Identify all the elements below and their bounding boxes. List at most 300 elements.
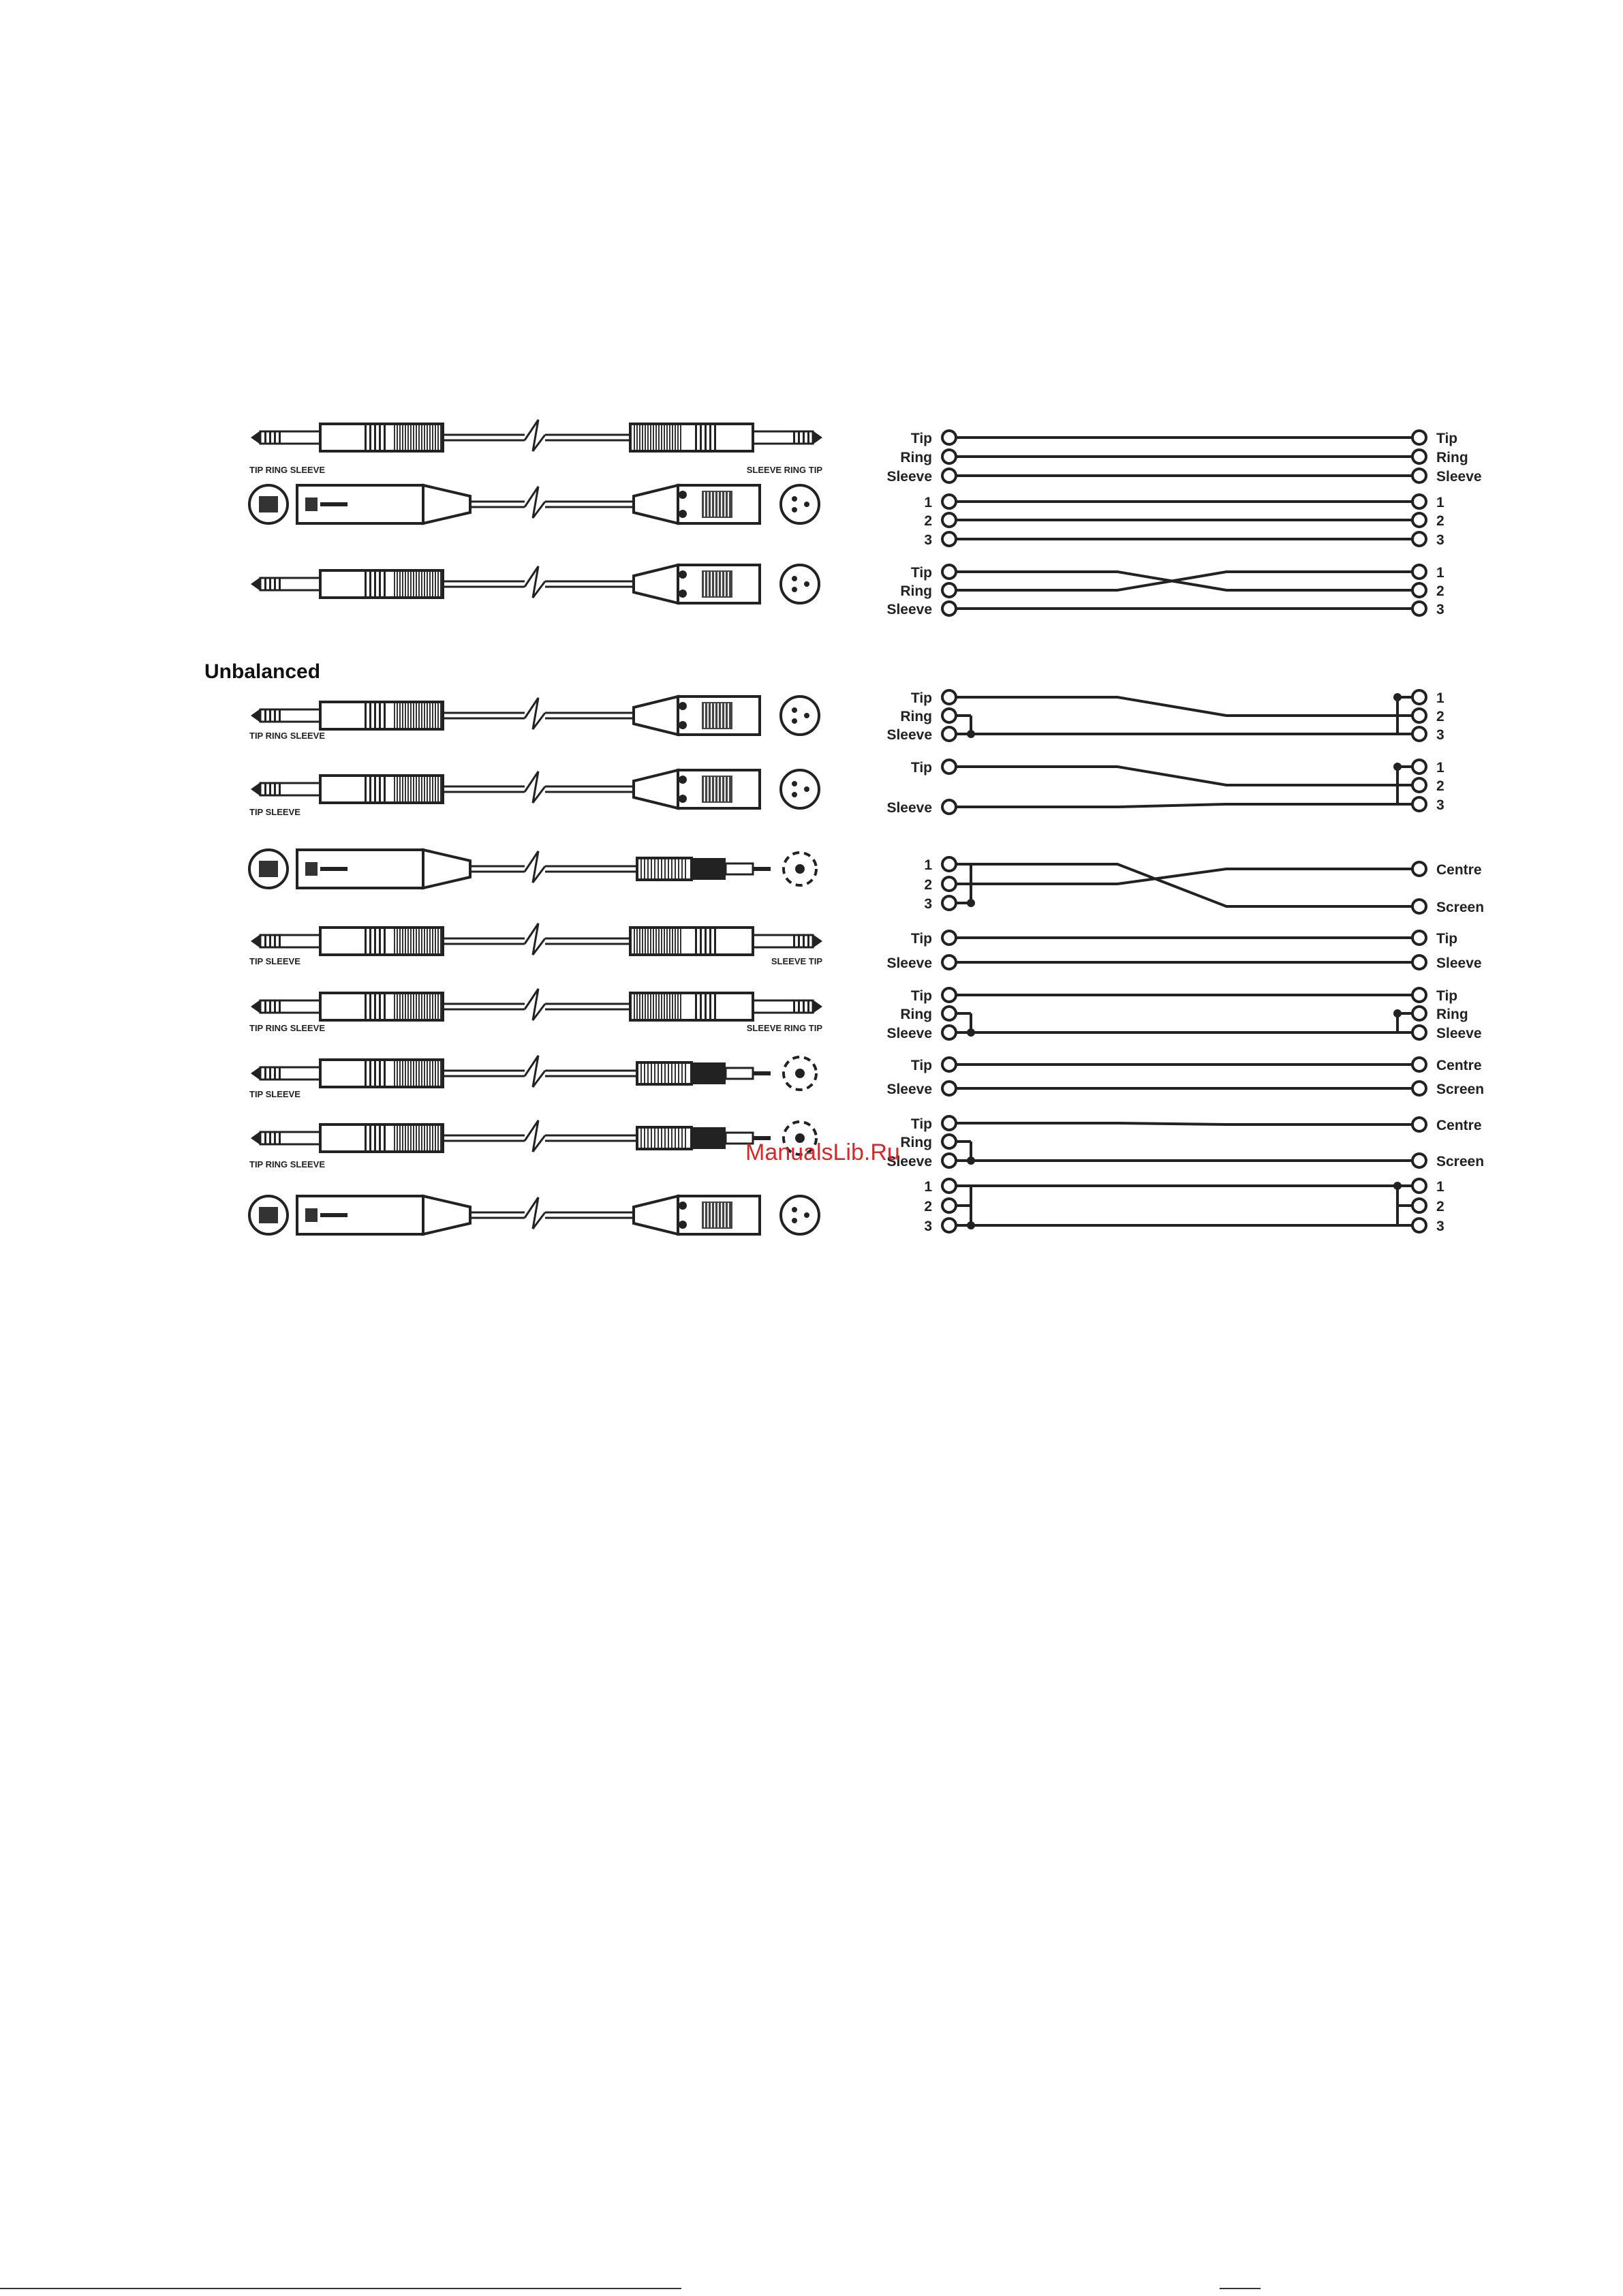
jack-grip-hatch [405, 994, 406, 1019]
jack-grip-hatch [402, 1061, 403, 1086]
jack-ring-band [264, 578, 266, 590]
xlr-screw [679, 570, 687, 579]
watermark-text: ManualsLib.Ru [745, 1139, 900, 1165]
xlr-screw [679, 1201, 687, 1210]
jack-ring-band [279, 578, 281, 590]
pin-terminal-right [1412, 1026, 1426, 1039]
rca-grip-hatch [668, 1129, 669, 1148]
jack-grip-hatch [416, 1061, 417, 1086]
xlr-grip-hatch [714, 492, 715, 517]
pin-label-right: 2 [1436, 778, 1444, 794]
xlr-grip-hatch [714, 777, 715, 801]
xlr-grip-hatch [707, 492, 709, 517]
junction-dot [1393, 1182, 1402, 1190]
rca-grip-hatch [640, 859, 642, 878]
xlr-latch [305, 498, 318, 511]
pin-label-left: Tip [910, 565, 932, 581]
pin-label-right: 2 [1436, 709, 1444, 724]
jack-plug-tip [251, 577, 260, 591]
xlr-grip-hatch [717, 703, 719, 728]
xlr-grip-hatch [724, 703, 726, 728]
xlr-grip-hatch [717, 777, 719, 801]
xlr-grip-hatch [704, 572, 705, 596]
xlr-grip-hatch [717, 492, 719, 517]
jack-grip-hatch [410, 1126, 412, 1150]
jack-grip-line [374, 993, 376, 1020]
jack-grip-line [709, 928, 711, 955]
xlr-boot [634, 485, 678, 523]
schematic-row [924, 857, 1484, 915]
jack-ring-band [269, 1000, 271, 1013]
rca-grip-hatch [685, 1064, 686, 1083]
jack-grip-hatch [394, 1126, 395, 1150]
jack-grip-hatch [653, 994, 654, 1019]
jack-plug-tip [251, 431, 260, 444]
xlr-grip-hatch [704, 492, 705, 517]
jack-grip-line [365, 928, 367, 955]
pin-terminal-left [942, 760, 956, 774]
jack-grip-hatch [642, 994, 643, 1019]
plug-label-left: TIP RING SLEEVE [249, 1159, 326, 1169]
schematic-row [886, 1116, 1484, 1169]
jack-grip-hatch [399, 1126, 401, 1150]
rca-grip-hatch [671, 1129, 673, 1148]
xlr-pin [804, 1212, 809, 1218]
xlr-grip-hatch [728, 1203, 729, 1227]
pin-terminal-right [1412, 602, 1426, 615]
pin-terminal-right [1412, 778, 1426, 792]
jack-grip-line [379, 424, 381, 451]
jack-grip-hatch [413, 994, 414, 1019]
xlr-male-face [781, 697, 819, 735]
pin-label-left: Tip [910, 1058, 932, 1073]
jack-grip-line [384, 702, 386, 729]
jack-ring-band [279, 709, 281, 722]
cable-break-mark [525, 771, 545, 803]
pin-label-left: Tip [910, 760, 932, 776]
xlr-screw [679, 776, 687, 784]
rca-grip-hatch [678, 1129, 679, 1148]
jack-ring-band [264, 1132, 266, 1144]
rca-grip-hatch [647, 859, 649, 878]
jack-grip-hatch [407, 703, 409, 728]
jack-grip-hatch [416, 425, 417, 450]
jack-grip-hatch [427, 994, 428, 1019]
pin-terminal-left [942, 931, 956, 945]
jack-grip-hatch [410, 777, 412, 801]
jack-plug-tip [251, 782, 260, 796]
rca-grip-hatch [675, 1129, 676, 1148]
jack-grip-hatch [410, 1061, 412, 1086]
pin-label-right: 1 [1436, 1179, 1444, 1195]
xlr-pin [804, 786, 809, 792]
jack-grip-hatch [421, 777, 422, 801]
junction-dot [1393, 693, 1402, 701]
jack-ring-band [264, 431, 266, 444]
jack-grip-hatch [405, 1061, 406, 1086]
jack-grip-hatch [402, 777, 403, 801]
xlr-boot [423, 485, 470, 523]
jack-grip-hatch [394, 777, 395, 801]
jack-grip-line [369, 570, 371, 598]
junction-dot [1393, 1009, 1402, 1017]
pin-label-left: Tip [910, 931, 932, 947]
cable-break-mark [525, 923, 545, 955]
pin-terminal-left [942, 532, 956, 546]
jack-plug-tip [251, 934, 260, 948]
rca-grip-hatch [651, 1064, 652, 1083]
jack-grip-hatch [655, 994, 657, 1019]
rca-grip-hatch [654, 1064, 655, 1083]
xlr-screw [679, 590, 687, 598]
rca-grip-hatch [651, 859, 652, 878]
jack-ring-band [793, 431, 795, 444]
xlr-slot [320, 867, 347, 871]
pin-label-right: 3 [1436, 797, 1444, 813]
plug-label-left: TIP SLEEVE [249, 807, 300, 817]
pin-label-left: 1 [924, 1179, 932, 1195]
jack-grip-line [365, 776, 367, 803]
cable-break-mark [525, 1197, 545, 1229]
jack-grip-hatch [416, 777, 417, 801]
junction-dot [967, 1157, 975, 1165]
jack-ring-band [264, 709, 266, 722]
jack-grip-hatch [669, 994, 670, 1019]
pin-terminal-right [1412, 1082, 1426, 1095]
rca-grip-hatch [644, 1129, 645, 1148]
jack-grip-hatch [405, 929, 406, 953]
jack-ring-band [807, 431, 809, 444]
rca-grip-hatch [661, 1129, 662, 1148]
jack-grip-line [369, 424, 371, 451]
pin-label-left: Sleeve [886, 727, 932, 743]
cable-break-mark [525, 420, 545, 451]
jack-ring-band [264, 1000, 266, 1013]
rca-pin [753, 867, 771, 871]
pin-label-left: 2 [924, 877, 932, 893]
xlr-screw [679, 795, 687, 803]
jack-grip-hatch [399, 425, 401, 450]
cable-row [249, 923, 822, 966]
jack-grip-hatch [407, 929, 409, 953]
rca-grip-hatch [654, 859, 655, 878]
rca-shell [726, 863, 753, 874]
pin-label-right: Ring [1436, 450, 1468, 465]
xlr-grip-hatch [714, 1203, 715, 1227]
schematic-row [886, 760, 1444, 816]
xlr-grip-hatch [711, 777, 712, 801]
jack-grip-hatch [405, 425, 406, 450]
pin-label-left: 3 [924, 1219, 932, 1234]
jack-grip-hatch [429, 572, 431, 596]
xlr-slot [320, 1213, 347, 1217]
jack-ring-band [798, 1000, 800, 1013]
xlr-pin [792, 507, 797, 512]
jack-grip-hatch [407, 777, 409, 801]
jack-grip-line [379, 1124, 381, 1152]
jack-grip-hatch [435, 703, 436, 728]
pin-label-left: Sleeve [886, 469, 932, 485]
xlr-boot [423, 850, 470, 888]
xlr-pin [792, 587, 797, 592]
jack-grip-hatch [636, 929, 638, 953]
jack-grip-line [384, 928, 386, 955]
jack-grip-line [709, 993, 711, 1020]
jack-grip-hatch [410, 703, 412, 728]
jack-grip-hatch [642, 929, 643, 953]
jack-grip-line [369, 702, 371, 729]
pin-label-right: Screen [1436, 1082, 1485, 1097]
xlr-grip-hatch [724, 492, 726, 517]
jack-grip-hatch [407, 1061, 409, 1086]
jack-grip-hatch [661, 929, 662, 953]
jack-grip-hatch [432, 929, 433, 953]
jack-grip-hatch [666, 929, 668, 953]
jack-grip-line [705, 928, 707, 955]
jack-grip-hatch [440, 1061, 442, 1086]
pin-terminal-left [942, 1026, 956, 1039]
pin-terminal-right [1412, 727, 1426, 741]
jack-grip-hatch [397, 1061, 398, 1086]
jack-grip-hatch [421, 994, 422, 1019]
jack-ring-band [798, 935, 800, 947]
xlr-male-face [781, 1196, 819, 1234]
rca-grip-hatch [664, 859, 666, 878]
jack-grip-hatch [399, 994, 401, 1019]
pin-label-right: Sleeve [1436, 1026, 1482, 1041]
jack-grip-line [384, 1124, 386, 1152]
rca-grip-hatch [661, 859, 662, 878]
jack-grip-hatch [655, 929, 657, 953]
xlr-female-pins [259, 496, 278, 512]
pin-label-right: Centre [1436, 1058, 1482, 1073]
jack-grip-hatch [639, 929, 640, 953]
pin-terminal-right [1412, 513, 1426, 527]
rca-sleeve [692, 858, 726, 880]
jack-grip-hatch [402, 1126, 403, 1150]
jack-grip-hatch [653, 425, 654, 450]
pin-label-left: 1 [924, 857, 932, 873]
jack-grip-hatch [677, 994, 679, 1019]
plug-label-left: TIP SLEEVE [249, 956, 300, 966]
signal-wire [956, 804, 1412, 807]
jack-grip-hatch [427, 572, 428, 596]
xlr-grip-hatch [704, 1203, 705, 1227]
xlr-pin [792, 576, 797, 581]
jack-grip-line [379, 702, 381, 729]
jack-ring-band [264, 1067, 266, 1080]
xlr-grip-hatch [721, 1203, 722, 1227]
pin-label-left: Ring [900, 1007, 932, 1022]
pin-label-right: Sleeve [1436, 469, 1482, 485]
jack-grip-hatch [410, 572, 412, 596]
jack-grip-hatch [421, 425, 422, 450]
pin-terminal-left [942, 1135, 956, 1148]
pin-terminal-right [1412, 450, 1426, 463]
pin-terminal-left [942, 583, 956, 597]
cable-row [249, 420, 822, 475]
xlr-grip-hatch [724, 1203, 726, 1227]
jack-grip-hatch [402, 703, 403, 728]
rca-grip-hatch [640, 1064, 642, 1083]
rca-centre-pin [795, 864, 805, 874]
jack-grip-hatch [424, 994, 425, 1019]
jack-ring-band [279, 1067, 281, 1080]
xlr-grip-hatch [721, 492, 722, 517]
jack-grip-hatch [429, 994, 431, 1019]
pin-label-right: Centre [1436, 1118, 1482, 1133]
jack-ring-band [274, 709, 276, 722]
jack-grip-hatch [427, 929, 428, 953]
jack-ring-band [274, 783, 276, 795]
rca-grip-hatch [668, 859, 669, 878]
cable-break-mark [525, 487, 545, 518]
jack-grip-hatch [413, 1126, 414, 1150]
xlr-pin [792, 1218, 797, 1223]
jack-grip-line [374, 1124, 376, 1152]
jack-grip-hatch [413, 703, 414, 728]
jack-grip-hatch [664, 929, 665, 953]
jack-grip-hatch [410, 425, 412, 450]
jack-grip-hatch [399, 929, 401, 953]
jack-grip-hatch [645, 929, 646, 953]
jack-grip-hatch [636, 994, 638, 1019]
jack-grip-hatch [435, 572, 436, 596]
rca-pin [753, 1071, 771, 1075]
jack-ring-band [279, 783, 281, 795]
xlr-boot [634, 1196, 678, 1234]
pin-terminal-right [1412, 1118, 1426, 1131]
plug-label-left: TIP SLEEVE [249, 1089, 300, 1099]
jack-grip-hatch [639, 994, 640, 1019]
jack-ring-band [279, 935, 281, 947]
cable-break-mark [525, 1120, 545, 1152]
xlr-pin [804, 502, 809, 507]
xlr-grip-hatch [707, 703, 709, 728]
xlr-pin [804, 713, 809, 718]
pin-terminal-left [942, 877, 956, 891]
jack-grip-hatch [416, 929, 417, 953]
pin-terminal-left [942, 602, 956, 615]
xlr-screw [679, 721, 687, 729]
jack-grip-line [365, 702, 367, 729]
jack-ring-band [274, 431, 276, 444]
xlr-grip-hatch [714, 572, 715, 596]
pin-label-right: 2 [1436, 513, 1444, 529]
pin-terminal-right [1412, 988, 1426, 1002]
jack-grip-hatch [418, 1061, 420, 1086]
jack-grip-line [369, 993, 371, 1020]
rca-sleeve [692, 1127, 726, 1149]
junction-dot [967, 1028, 975, 1037]
rca-grip-hatch [675, 859, 676, 878]
jack-grip-hatch [437, 777, 439, 801]
pin-label-right: Tip [1436, 988, 1458, 1004]
pin-label-right: 2 [1436, 583, 1444, 599]
rca-grip-hatch [678, 1064, 679, 1083]
jack-grip-hatch [397, 703, 398, 728]
xlr-grip-hatch [711, 492, 712, 517]
jack-grip-line [374, 570, 376, 598]
pin-terminal-left [942, 988, 956, 1002]
jack-grip-line [369, 776, 371, 803]
jack-grip-hatch [407, 425, 409, 450]
jack-grip-line [700, 993, 702, 1020]
pin-terminal-left [942, 1082, 956, 1095]
xlr-male-face [781, 565, 819, 603]
pin-label-left: 3 [924, 896, 932, 912]
rca-grip-hatch [668, 1064, 669, 1083]
jack-grip-hatch [413, 425, 414, 450]
jack-grip-line [369, 928, 371, 955]
jack-grip-line [374, 928, 376, 955]
jack-grip-hatch [680, 994, 681, 1019]
jack-ring-band [274, 1000, 276, 1013]
jack-plug-tip [813, 431, 822, 444]
jack-grip-hatch [397, 929, 398, 953]
jack-grip-hatch [416, 1126, 417, 1150]
schematic-row [886, 1058, 1484, 1097]
jack-grip-line [695, 424, 697, 451]
jack-grip-hatch [437, 1061, 439, 1086]
pin-label-right: Screen [1436, 1154, 1485, 1169]
jack-grip-hatch [394, 1061, 395, 1086]
junction-dot [1393, 763, 1402, 771]
jack-ring-band [269, 709, 271, 722]
jack-grip-hatch [429, 703, 431, 728]
cable-row [249, 770, 819, 817]
pin-label-right: 3 [1436, 532, 1444, 548]
jack-grip-line [374, 424, 376, 451]
rca-grip-hatch [661, 1064, 662, 1083]
jack-grip-hatch [440, 425, 442, 450]
pin-terminal-right [1412, 690, 1426, 704]
jack-grip-hatch [410, 929, 412, 953]
jack-ring-band [269, 1132, 271, 1144]
xlr-grip-hatch [704, 777, 705, 801]
jack-grip-hatch [402, 425, 403, 450]
jack-ring-band [807, 1000, 809, 1013]
jack-grip-hatch [410, 994, 412, 1019]
rca-grip-hatch [658, 1129, 659, 1148]
jack-ring-band [274, 1132, 276, 1144]
xlr-grip-hatch [728, 572, 729, 596]
jack-grip-hatch [407, 1126, 409, 1150]
xlr-grip-hatch [721, 703, 722, 728]
jack-grip-hatch [418, 1126, 420, 1150]
pin-label-right: 1 [1436, 760, 1444, 776]
rca-grip-hatch [647, 1129, 649, 1148]
xlr-grip-hatch [707, 572, 709, 596]
jack-grip-hatch [424, 1061, 425, 1086]
pin-label-left: 2 [924, 1199, 932, 1214]
pin-label-right: Tip [1436, 431, 1458, 446]
plug-label-left: TIP RING SLEEVE [249, 1023, 326, 1033]
jack-grip-hatch [416, 994, 417, 1019]
jack-grip-hatch [432, 994, 433, 1019]
xlr-grip-hatch [721, 777, 722, 801]
pin-label-right: Ring [1436, 1007, 1468, 1022]
jack-grip-hatch [418, 994, 420, 1019]
rca-grip-hatch [681, 1129, 683, 1148]
jack-grip-hatch [672, 929, 673, 953]
jack-grip-hatch [416, 703, 417, 728]
jack-grip-hatch [397, 777, 398, 801]
pin-terminal-left [942, 1154, 956, 1167]
jack-grip-line [365, 993, 367, 1020]
jack-grip-line [714, 928, 716, 955]
rca-grip-hatch [681, 859, 683, 878]
